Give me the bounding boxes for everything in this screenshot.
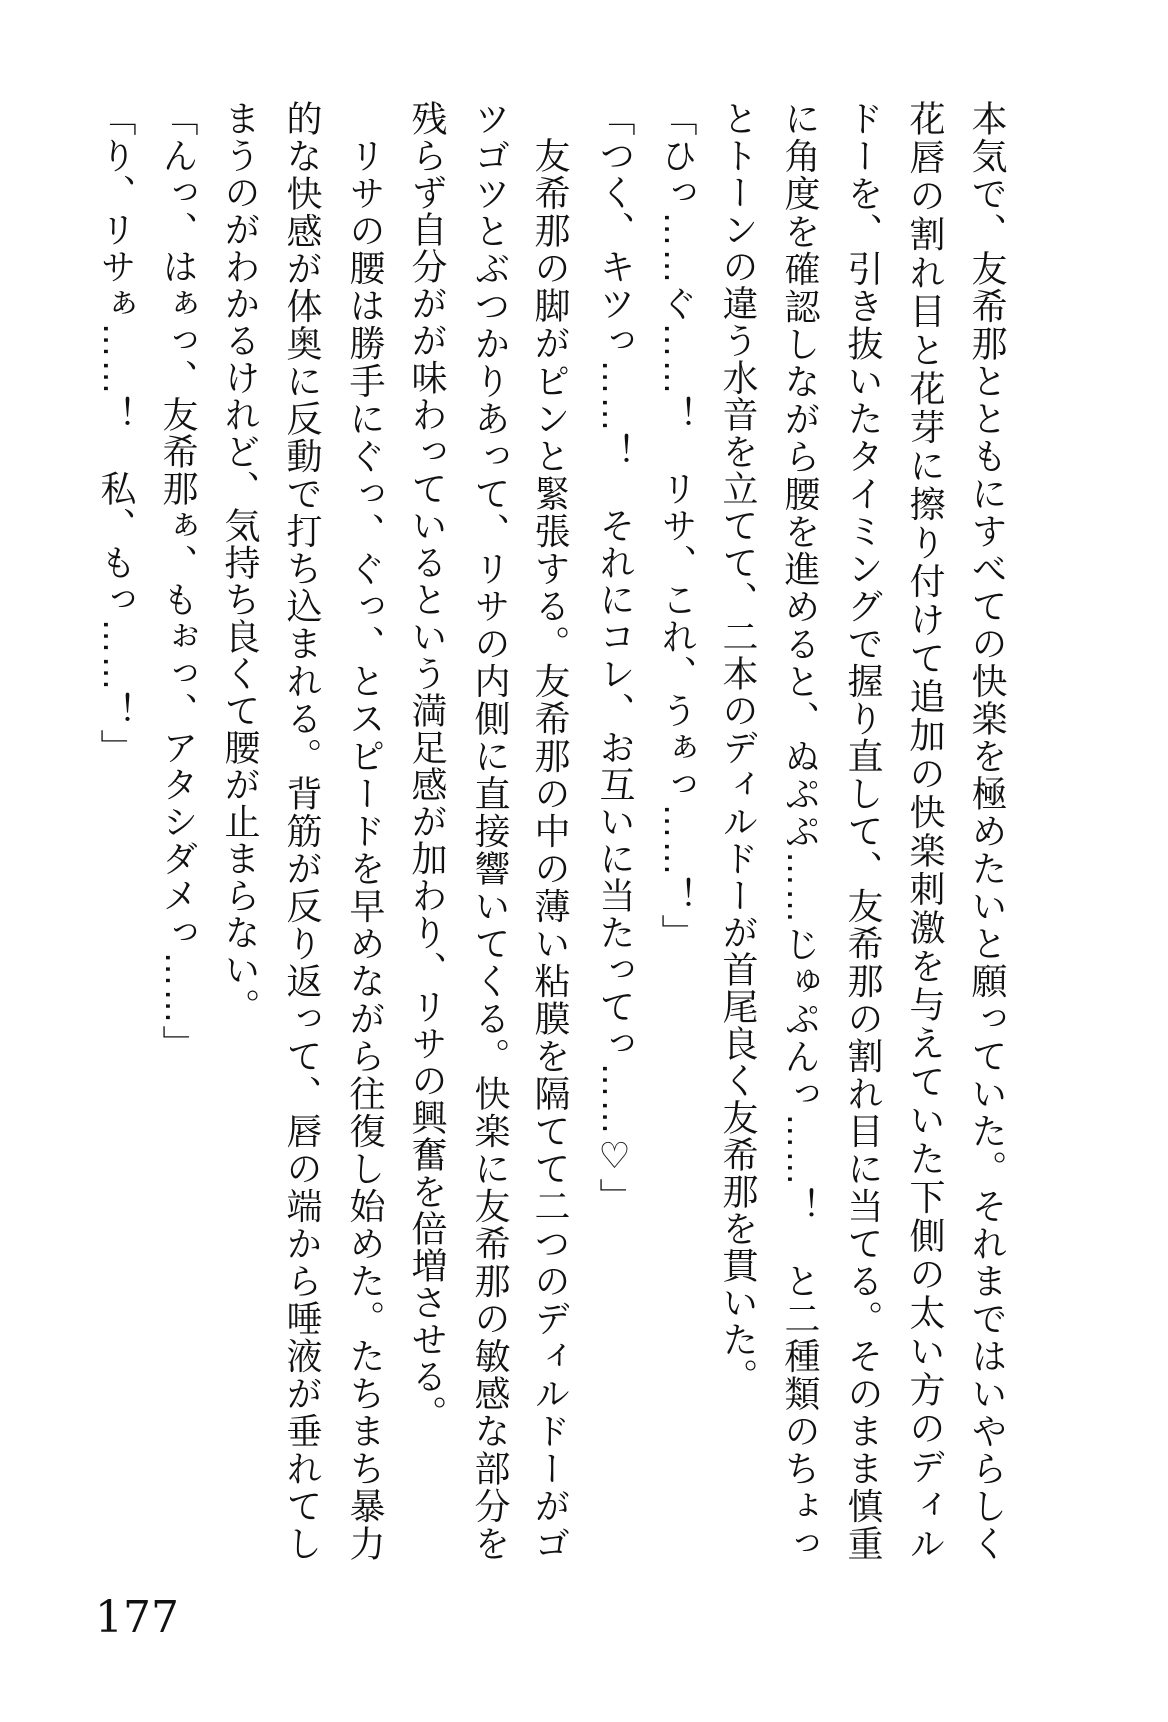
text-column-3: ドーを、引き抜いたタイミングで握り直して、友希那の割れ目に当てる。そのまま慎重	[843, 100, 884, 1562]
text-column-11: リサの腰は勝手にぐっ、ぐっ、とスピードを早めながら往復し始めた。たちまち暴力	[345, 137, 386, 1563]
page-number: 177	[95, 1592, 179, 1643]
text-column-2: 花唇の割れ目と花芽に擦り付けて追加の快楽刺激を与えていた下側の太い方のディル	[905, 100, 946, 1562]
text-column-4: に角度を確認しながら腰を進めると、ぬぷぷ……じゅぷんっ……！ と二種類のちょっ	[780, 100, 821, 1562]
dialogue-column-14: 「んっ、はぁっ、友希那ぁ、もぉっ、アタシダメっ……」	[158, 100, 199, 1062]
text-column-9: ツゴツとぶつかりあって、リサの内側に直接響いてくる。快楽に友希那の敏感な部分を	[470, 100, 511, 1562]
text-column-8: 友希那の脚がピンと緊張する。友希那の中の薄い粘膜を隔てて二つのディルドーがゴ	[530, 137, 571, 1562]
text-column-13: まうのがわかるけれど、気持ち良くて腰が止まらない。	[220, 100, 261, 1025]
dialogue-column-6: 「ひっ……ぐ……！ リサ、これ、うぁっ……！」	[657, 100, 698, 951]
text-column-5: とトーンの違う水音を立てて、二本のディルドーが首尾良く友希那を貫いた。	[718, 100, 759, 1395]
text-column-10: 残らず自分がが味わっているという満足感が加わり、リサの興奮を倍増させる。	[407, 100, 448, 1432]
text-column-1: 本気で、友希那とともにすべての快楽を極めたいと願っていた。それまではいやらしく	[967, 100, 1008, 1562]
dialogue-column-15: 「り、リサぁ……！ 私、もっ……！」	[96, 100, 137, 766]
dialogue-column-7: 「つく、キツっ……！ それにコレ、お互いに当たってっ……♡」	[595, 100, 636, 1215]
text-column-12: 的な快感が体奥に反動で打ち込まれる。背筋が反り返って、唇の端から唾液が垂れてし	[282, 100, 323, 1562]
